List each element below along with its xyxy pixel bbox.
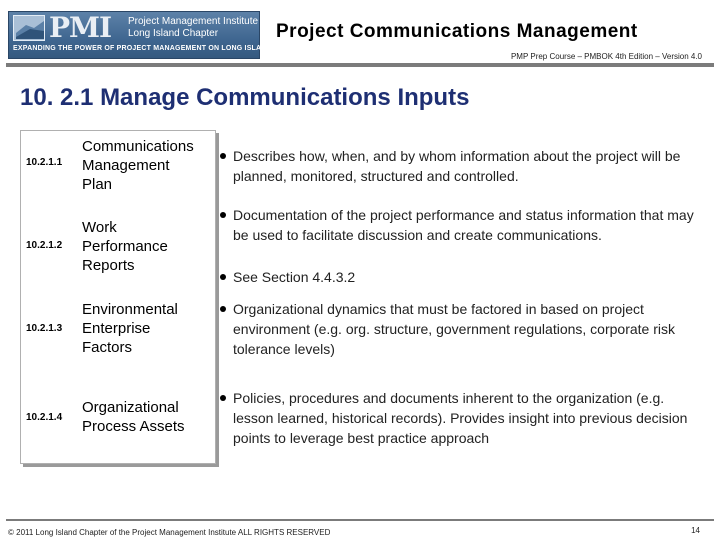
row-name-line: Management [82,157,170,174]
row-name-line: Factors [82,339,133,356]
logo-pmi-text: PMI [49,11,112,44]
row-description: Describes how, when, and by whom information about the project will be planned, monitored, structured and controlled. [233,148,681,184]
logo-chapter-text: Long Island Chapter [128,28,219,39]
bullet-icon [220,306,226,312]
row-name-line: Organizational [82,399,179,416]
header-subtitle: PMP Prep Course – PMBOK 4th Edition – Version 4.0 [510,52,702,61]
footer-copyright: © 2011 Long Island Chapter of the Project Management Institute ALL RIGHTS RESERVED [8,528,331,537]
row-name-line: Reports [82,257,135,274]
pmi-logo-banner [8,11,272,59]
row-name [82,300,178,357]
row-number: 10.2.1.1 [26,157,63,168]
row-description: See Section 4.4.3.2 [233,269,356,285]
bullet-icon [220,274,226,280]
logo-institute-text: Project Management Institute [128,16,259,27]
row-name-line: Performance [82,238,168,255]
row-name-line: Process Assets [82,418,185,435]
row-name-line: Plan [82,176,113,193]
page-number: 14 [691,526,700,535]
row-name-line: Enterprise [82,320,151,337]
logo-tagline: EXPANDING THE POWER OF PROJECT MANAGEMENT ON LONG ISLAND [13,45,272,52]
row-number: 10.2.1.2 [26,240,63,251]
bullet-icon [220,153,226,159]
row-number: 10.2.1.3 [26,323,63,334]
row-name-line: Work [82,219,117,236]
row-description: Organizational dynamics that must be factored in based on project environment (e.g. org. structure, government regulations, corporate risk tolerance levels) [233,301,675,357]
header-divider [6,63,714,67]
header-title: Project Communications Management [276,21,638,42]
row-name [82,137,194,194]
row-name [82,398,185,436]
bullet-icon [220,395,226,401]
row-name [82,218,168,275]
page-title: 10. 2.1 Manage Communications Inputs [20,84,470,111]
row-description: Documentation of the project performance and status information that may be used to facilitate discussion and create communications. [233,207,694,243]
footer-divider [6,519,714,521]
row-name-line: Communications [82,138,194,155]
row-description: Policies, procedures and documents inherent to the organization (e.g. lesson learned, historical records). Provides insight into previous decision points to leverage best practice approach [233,390,688,446]
row-number: 10.2.1.4 [26,412,63,423]
row-name-line: Environmental [82,301,178,318]
bullet-icon [220,212,226,218]
pmi-emblem-icon [13,15,45,41]
